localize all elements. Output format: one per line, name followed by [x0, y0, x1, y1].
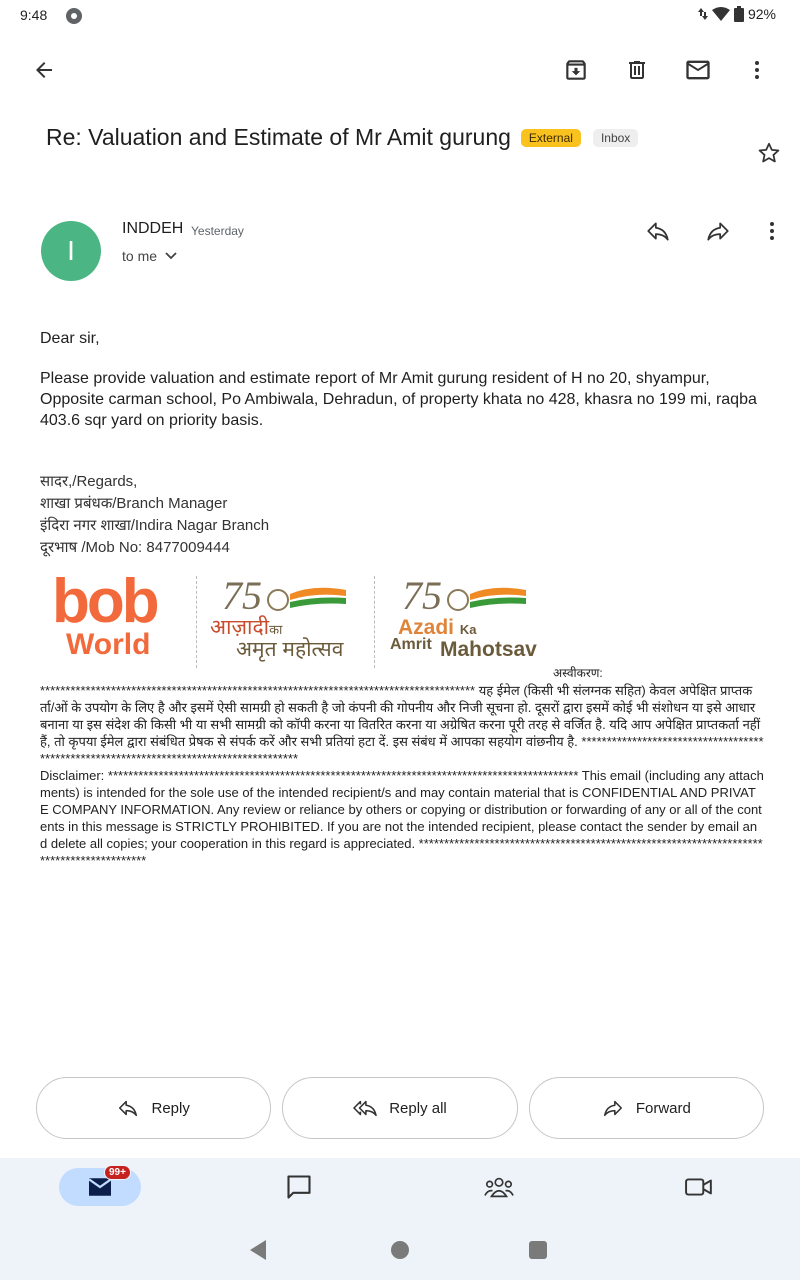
arrow-back-icon	[32, 58, 56, 82]
reply-all-button[interactable]	[282, 1077, 517, 1139]
disclaimer-hindi: ************************************************************************************** यह ईमेल (किसी भी संलग्नक सहित) केवल अपेक्षित प्राप्तकर्ता/ओं के उपयोग के लिए है और इसमें ऐसी सामग्री हो सकती है जो कंपनी की गोपनीय और निजी सूचना हो. दूसरों द्वारा इसमें कोई भी संशोधन या इसे आधार बनाना या इस संदेश की किसी भी या सभी सामग्री को कॉपी करना या वितरित करना या अग्रेषित करना पूरी तरह से वर्जित है. यदि आप अपेक्षित प्राप्तकर्ता नहीं हैं, तो कृपया ईमेल द्वारा संबंधित प्रेषक से संपर्क करें और सभी प्रतियां हटा दें. इस संबंध में आपका सहयोग वांछनीय है. ***************************************************************************************	[40, 683, 764, 766]
system-recents-icon[interactable]	[526, 1238, 550, 1262]
archive-button[interactable]	[556, 50, 596, 90]
inbox-label[interactable]: Inbox	[593, 129, 638, 147]
signature-line: इंदिरा नगर शाखा/Indira Nagar Branch	[40, 517, 270, 534]
azadi-english-text: Azadi Ka	[398, 616, 477, 639]
status-time: 9:48	[20, 7, 48, 23]
sender-name: INDDEH	[122, 220, 184, 237]
disclaimer-hindi-label: अस्वीकरण:	[553, 666, 603, 680]
star-button[interactable]	[752, 136, 786, 170]
mark-unread-button[interactable]	[678, 50, 718, 90]
amrit-english-text: Amrit	[390, 636, 432, 653]
signature-line: शाखा प्रबंधक/Branch Manager	[40, 495, 228, 512]
world-logo-text: World	[66, 628, 151, 661]
forward-label: Forward	[635, 1099, 691, 1117]
reply-icon	[645, 218, 671, 244]
sent-time: Yesterday	[191, 224, 244, 238]
message-more-button[interactable]	[752, 211, 792, 251]
azadi-ka-amrit-mahotsav-english-logo	[390, 572, 540, 668]
forward-icon-button[interactable]	[698, 211, 738, 251]
email-subject: Re: Valuation and Estimate of Mr Amit gurung	[46, 124, 511, 150]
recipient-details-toggle[interactable]	[122, 248, 177, 264]
nav-meet[interactable]	[684, 1172, 714, 1202]
mail-unread-badge: 99+	[104, 1165, 131, 1180]
signature-line: सादर,/Regards,	[40, 473, 138, 490]
reply-all-icon	[353, 1097, 377, 1119]
chevron-down-icon	[165, 252, 177, 260]
forward-icon	[602, 1097, 624, 1119]
sender-avatar[interactable]: I	[41, 221, 101, 281]
disclaimer-english: Disclaimer: ********************************************************************************************* This email (including any attachments) is intended for the sole use of the intended recipient/s and may contain material that is CONFIDENTIAL AND PRIVATE COMPANY INFORMATION. Any review or reliance by others or copying or distribution or forwarding of any or all of the contents in this message is STRICTLY PROHIBITED. If you are not the intended recipient, please contact the sender by email and delete all copies; your cooperation in this regard is appreciated. *****************************************************************************************	[40, 768, 764, 868]
more-vert-icon	[760, 219, 784, 243]
recipient-label: to me	[122, 248, 158, 264]
back-button[interactable]	[24, 50, 64, 90]
more-options-button[interactable]	[737, 50, 777, 90]
email-body	[40, 330, 770, 559]
forward-icon	[705, 218, 731, 244]
logo-divider	[374, 576, 375, 668]
body-paragraph: Please provide valuation and estimate report of Mr Amit gurung resident of H no 20, shyampur, Opposite carman school, Po Ambiwala, Dehradun, of property khata no 428, khasra no 199 mi, raqba 403.6 sqr yard on priority basis.	[40, 370, 757, 429]
external-label: External	[521, 129, 581, 147]
system-back-icon[interactable]	[246, 1238, 270, 1262]
video-camera-icon	[685, 1175, 713, 1199]
seventy-five-text: 75	[222, 573, 262, 618]
wifi-icon	[712, 7, 730, 21]
delete-button[interactable]	[617, 50, 657, 90]
nav-spaces[interactable]	[484, 1172, 514, 1202]
more-vert-icon	[745, 58, 769, 82]
greeting: Dear sir,	[40, 330, 100, 347]
reply-icon-button[interactable]	[638, 211, 678, 251]
star-icon	[756, 140, 782, 166]
message-actions	[36, 1077, 764, 1139]
reply-label: Reply	[151, 1099, 190, 1117]
nav-chat[interactable]	[284, 1172, 314, 1202]
status-bar	[0, 0, 800, 32]
signature-line: दूरभाष /Mob No: 8477009444	[40, 539, 230, 556]
bob-world-logo	[52, 567, 157, 661]
flag-swoosh-icon	[444, 584, 528, 614]
data-transfer-icon	[698, 7, 708, 21]
mahotsav-english-text: Mahotsav	[440, 638, 537, 661]
forward-button[interactable]	[529, 1077, 764, 1139]
amrit-mahotsav-hindi-text: अमृत महोत्सव	[236, 638, 344, 661]
subject-row	[46, 124, 746, 151]
bottom-navigation	[0, 1158, 800, 1280]
chrome-icon	[66, 8, 82, 24]
status-icons	[698, 6, 776, 22]
battery-icon	[734, 6, 744, 22]
system-home-icon[interactable]	[388, 1238, 412, 1262]
seventy-five-text: 75	[402, 573, 442, 618]
reply-button[interactable]	[36, 1077, 271, 1139]
top-toolbar	[0, 46, 800, 96]
reply-all-label: Reply all	[389, 1099, 447, 1117]
battery-percent: 92%	[747, 6, 776, 22]
azadi-hindi-text: आज़ादीका	[210, 616, 283, 639]
mail-icon	[684, 56, 712, 84]
reply-icon	[117, 1097, 139, 1119]
bob-logo-text: bob	[52, 567, 157, 636]
flag-swoosh-icon	[264, 584, 348, 614]
logo-divider	[196, 576, 197, 668]
trash-icon	[625, 58, 649, 82]
chat-icon	[285, 1173, 313, 1201]
disclaimer	[40, 682, 764, 869]
archive-icon	[563, 57, 589, 83]
signature-logos	[40, 567, 620, 670]
people-icon	[484, 1173, 514, 1201]
signature	[40, 471, 770, 559]
azadi-ka-amrit-mahotsav-hindi-logo	[210, 572, 360, 668]
